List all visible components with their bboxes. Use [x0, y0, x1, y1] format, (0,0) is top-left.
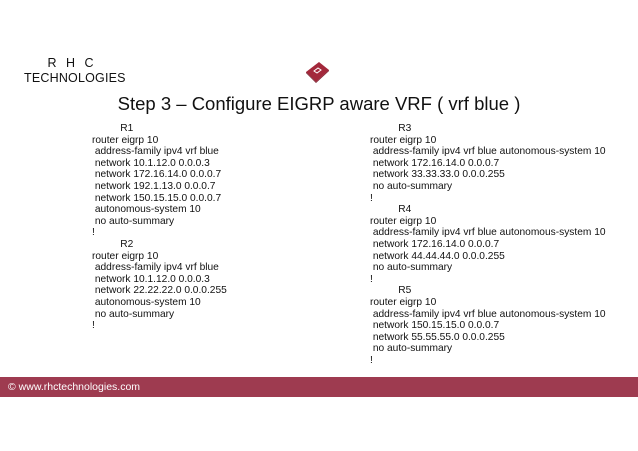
config-line: no auto-summary: [92, 215, 175, 227]
config-line: network 150.15.15.0 0.0.0.7: [370, 320, 500, 332]
config-line: autonomous-system 10: [92, 296, 201, 308]
config-line: address-family ipv4 vrf blue autonomous-system 10: [370, 227, 606, 239]
footer-bar: [0, 377, 638, 397]
config-line: !: [92, 227, 95, 239]
config-line: router eigrp 10: [92, 250, 159, 262]
config-line: router eigrp 10: [92, 134, 159, 146]
config-line: network 172.16.14.0 0.0.0.7: [92, 169, 222, 181]
config-line: network 33.33.33.0 0.0.0.255: [370, 169, 505, 181]
footer-copyright: © www.rhctechnologies.com: [8, 381, 141, 393]
config-line: network 150.15.15.0 0.0.0.7: [92, 192, 222, 204]
config-line: router eigrp 10: [370, 134, 437, 146]
config-line: no auto-summary: [370, 343, 453, 355]
config-line: R3: [370, 123, 412, 134]
config-line: address-family ipv4 vrf blue autonomous-system 10: [370, 308, 606, 320]
config-line: autonomous-system 10: [92, 204, 201, 216]
red-diamond-logo-icon: [303, 60, 331, 84]
config-line: network 172.16.14.0 0.0.0.7: [370, 238, 500, 250]
config-line: network 22.22.22.0 0.0.0.255: [92, 285, 227, 297]
config-line: !: [370, 192, 373, 204]
config-line: network 10.1.12.0 0.0.0.3: [92, 157, 210, 169]
config-line: R4: [370, 204, 412, 216]
logo-line-2: TECHNOLOGIES: [24, 71, 126, 85]
config-line: !: [370, 273, 373, 285]
config-line: router eigrp 10: [370, 215, 437, 227]
config-line: R1: [92, 123, 134, 134]
right-config-column: [370, 123, 606, 366]
config-line: network 55.55.55.0 0.0.0.255: [370, 331, 505, 343]
config-line: no auto-summary: [370, 262, 453, 274]
config-line: address-family ipv4 vrf blue: [92, 146, 219, 158]
config-line: network 10.1.12.0 0.0.0.3: [92, 273, 210, 285]
config-line: router eigrp 10: [370, 296, 437, 308]
config-line: !: [92, 320, 95, 332]
config-line: address-family ipv4 vrf blue: [92, 262, 219, 274]
config-line: R2: [92, 238, 134, 250]
logo-line-1: R H C: [47, 56, 97, 70]
slide-title: Step 3 – Configure EIGRP aware VRF ( vrf blue ): [117, 93, 521, 114]
config-line: no auto-summary: [92, 308, 175, 320]
config-line: network 192.1.13.0 0.0.0.7: [92, 180, 216, 192]
config-line: no auto-summary: [370, 180, 453, 192]
company-logo-text: [24, 56, 126, 86]
config-line: R5: [370, 285, 412, 297]
config-line: address-family ipv4 vrf blue autonomous-system 10: [370, 146, 606, 158]
config-line: network 172.16.14.0 0.0.0.7: [370, 157, 500, 169]
config-line: network 44.44.44.0 0.0.0.255: [370, 250, 505, 262]
config-line: !: [370, 354, 373, 366]
left-config-column: [92, 123, 227, 332]
